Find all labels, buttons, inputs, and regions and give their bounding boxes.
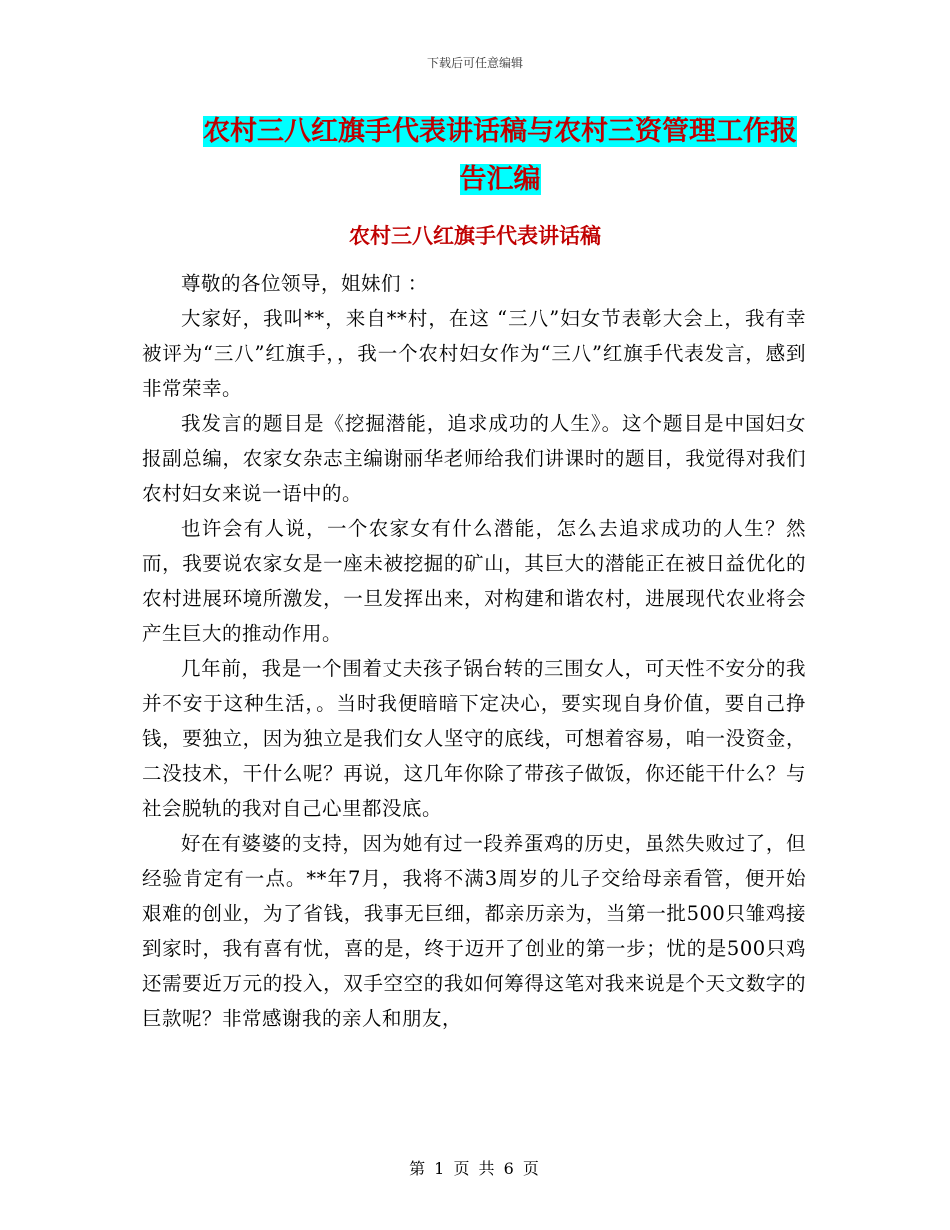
paragraph: 好在有婆婆的支持，因为她有过一段养蛋鸡的历史，虽然失败过了，但经验肯定有一点。**年7月，我将不满3周岁的儿子交给母亲看管，便开始艰难的创业，为了省钱，我事无巨细，都亲历亲为，当第一批500只雏鸡接到家时，我有喜有忧，喜的是，终于迈开了创业的第一步；忧的是500只鸡还需要近万元的投入，双手空空的我如何筹得这笔对我来说是个天文数字的巨款呢？非常感谢我的亲人和朋友， — [142, 832, 806, 1030]
paragraph: 大家好，我叫**，来自**村，在这 “三八”妇女节表彰大会上，我有幸被评为“三八”红旗手，，我一个农村妇女作为“三八”红旗手代表发言，感到非常荣幸。 — [142, 307, 806, 400]
page-number-footer: 第 1 页 共 6 页 — [409, 1159, 541, 1178]
document-body — [142, 266, 806, 1036]
paragraph-salutation: 尊敬的各位领导，姐妹们 ： — [181, 272, 428, 295]
section-title: 农村三八红旗手代表讲话稿 — [349, 224, 601, 248]
paragraph: 几年前，我是一个围着丈夫孩子锅台转的三围女人，可天性不安分的我并不安于这种生活，。当时我便暗暗下定决心，要实现自身价值，要自己挣钱，要独立，因为独立是我们女人坚守的底线，可想着容易，咱一没资金，二没技术，干什么呢？再说，这几年你除了带孩子做饭，你还能干什么？与社会脱轨的我对自己心里都没底。 — [142, 657, 806, 820]
header-note: 下载后可任意编辑 — [426, 56, 523, 70]
paragraph: 我发言的题目是《挖掘潜能，追求成功的人生》。这个题目是中国妇女报副总编，农家女杂志主编谢丽华老师给我们讲课时的题目，我觉得对我们农村妇女来说一语中的。 — [142, 412, 806, 505]
paragraph: 也许会有人说，一个农家女有什么潜能，怎么去追求成功的人生？然而，我要说农家女是一座未被挖掘的矿山，其巨大的潜能正在被日益优化的农村进展环境所激发，一旦发挥出来，对构建和谐农村，进展现代农业将会产生巨大的推动作用。 — [142, 517, 806, 645]
document-title — [190, 108, 810, 204]
document-title-text: 农村三八红旗手代表讲话稿与农村三资管理工作报告汇编 — [203, 116, 797, 195]
